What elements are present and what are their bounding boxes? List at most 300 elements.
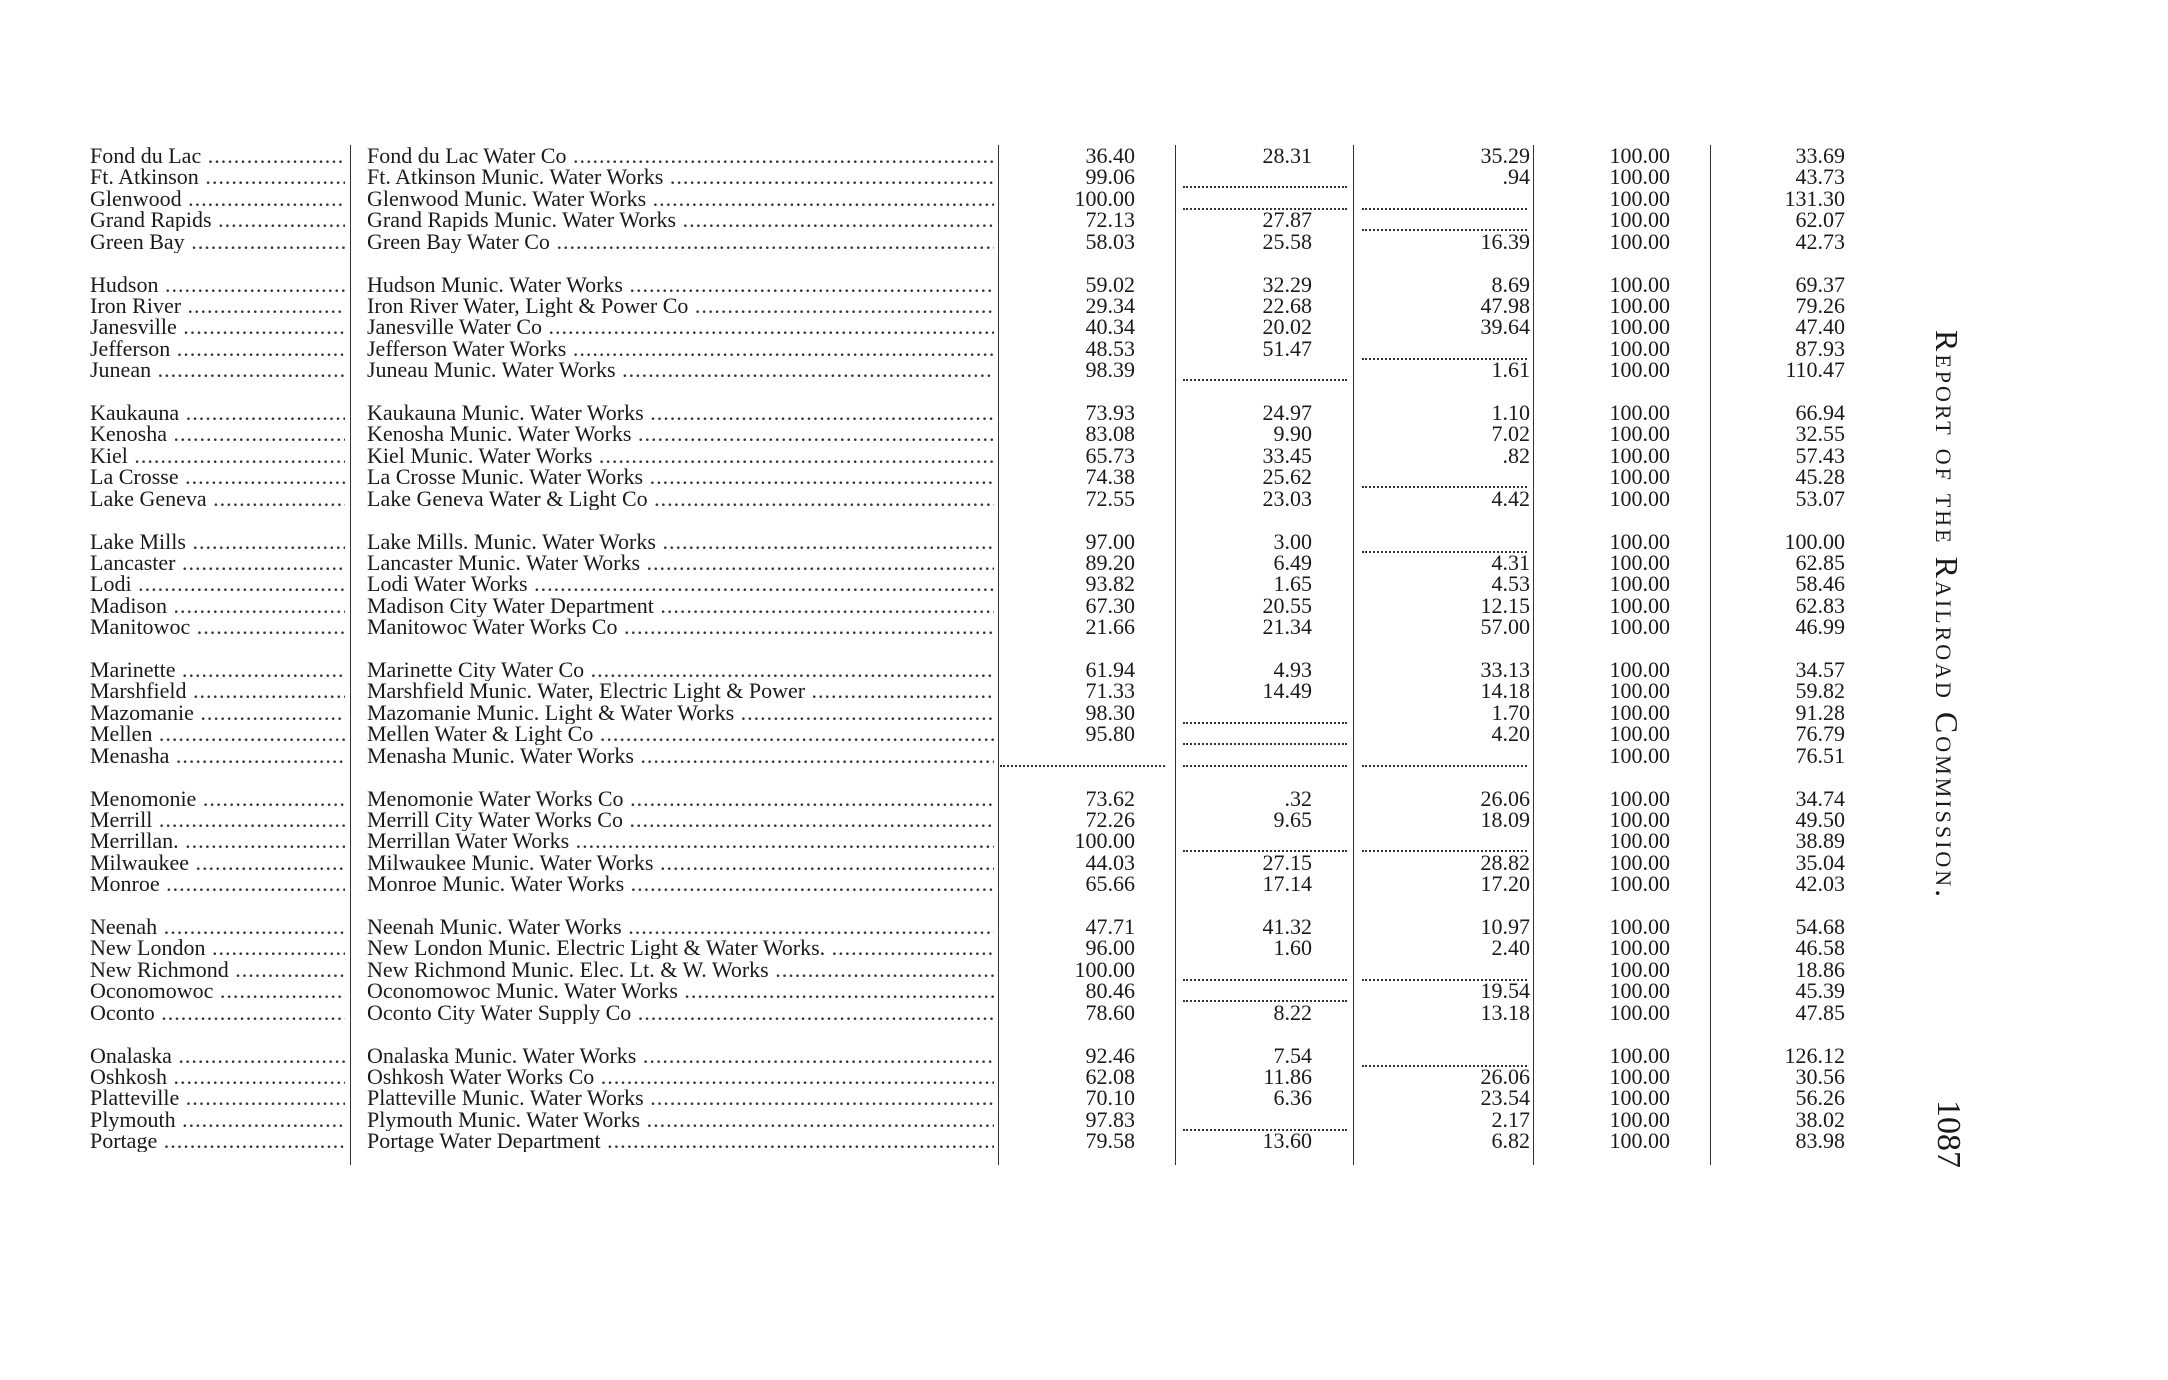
city-cell: Lancaster .....: [90, 552, 345, 574]
table-row: [0, 423, 2168, 445]
city-cell: Onalaska .....: [90, 1045, 345, 1067]
value-cell-5: 33.69: [1795, 145, 1845, 167]
value-cell-5: 62.07: [1795, 209, 1845, 232]
table-row: [0, 274, 2168, 296]
city-cell: Portage .....: [90, 1130, 345, 1152]
table-row: [0, 531, 2168, 553]
utility-cell: Oshkosh Water Works Co .....: [367, 1066, 994, 1088]
value-cell-3: 1.61: [1491, 359, 1530, 382]
value-cell-5: 38.89: [1795, 830, 1845, 853]
value-cell-2: 27.15: [1262, 851, 1312, 874]
value-cell-2: 25.58: [1262, 230, 1312, 253]
value-cell-3: 18.09: [1480, 808, 1530, 831]
value-cell-1: 61.94: [1085, 659, 1135, 681]
value-cell-4: 100.00: [1609, 530, 1670, 553]
utility-cell: Juneau Munic. Water Works .....: [367, 359, 994, 381]
value-cell-1: 47.71: [1085, 916, 1135, 938]
table-row: [0, 552, 2168, 574]
empty-value-leader: [1183, 706, 1347, 724]
value-cell-4: 100.00: [1609, 166, 1670, 189]
value-cell-2: 6.49: [1273, 551, 1312, 574]
city-cell: Oconto .....: [90, 1002, 345, 1024]
city-cell: Monroe .....: [90, 873, 345, 895]
city-cell: Glenwood .....: [90, 188, 345, 210]
city-cell: Menomonie .....: [90, 788, 345, 810]
value-cell-4: 100.00: [1609, 873, 1670, 896]
value-cell-1: 93.82: [1085, 573, 1135, 596]
value-cell-5: 30.56: [1795, 1065, 1845, 1088]
value-cell-1: 36.40: [1085, 145, 1135, 167]
value-cell-3: 6.82: [1491, 1130, 1530, 1153]
utility-cell: Kaukauna Munic. Water Works .....: [367, 402, 994, 424]
value-cell-3: .94: [1502, 166, 1530, 189]
value-cell-3: 19.54: [1480, 980, 1530, 1003]
city-cell: Hudson .....: [90, 274, 345, 296]
value-cell-2: 22.68: [1262, 294, 1312, 317]
utility-cell: New Richmond Munic. Elec. Lt. & W. Works .....: [367, 959, 994, 981]
value-cell-3: 28.82: [1480, 851, 1530, 874]
value-cell-3: .82: [1502, 444, 1530, 467]
value-cell-5: 131.30: [1784, 187, 1845, 210]
value-cell-5: 79.26: [1795, 294, 1845, 317]
table-row: [0, 616, 2168, 638]
value-cell-4: 100.00: [1609, 616, 1670, 639]
city-cell: Mellen .....: [90, 723, 345, 745]
empty-value-leader: [1362, 535, 1527, 553]
utility-cell: Mellen Water & Light Co .....: [367, 723, 994, 745]
value-cell-1: 67.30: [1085, 594, 1135, 617]
city-cell: Oshkosh .....: [90, 1066, 345, 1088]
value-cell-5: 62.85: [1795, 551, 1845, 574]
value-cell-4: 100.00: [1609, 551, 1670, 574]
value-cell-5: 100.00: [1784, 530, 1845, 553]
value-cell-2: 20.55: [1262, 594, 1312, 617]
value-cell-5: 76.51: [1795, 744, 1845, 767]
value-cell-2: 1.60: [1273, 937, 1312, 960]
value-cell-4: 100.00: [1609, 230, 1670, 253]
empty-value-leader: [1362, 213, 1527, 231]
value-cell-1: 48.53: [1085, 337, 1135, 360]
table-row: [0, 188, 2168, 210]
value-cell-3: 12.15: [1480, 594, 1530, 617]
city-cell: Iron River .....: [90, 295, 345, 317]
value-cell-1: 97.00: [1085, 530, 1135, 553]
table-row: [0, 145, 2168, 167]
city-cell: Platteville .....: [90, 1087, 345, 1109]
city-cell: Janesville .....: [90, 316, 345, 338]
value-cell-2: 11.86: [1263, 1065, 1312, 1088]
value-cell-1: 21.66: [1085, 616, 1135, 639]
page-number: 1087: [1930, 1100, 1967, 1168]
utility-cell: Oconto City Water Supply Co .....: [367, 1002, 994, 1024]
city-cell: Jefferson .....: [90, 338, 345, 360]
table-row: [0, 1130, 2168, 1152]
value-cell-1: 65.66: [1085, 873, 1135, 896]
table-row: [0, 338, 2168, 360]
table-row: [0, 1045, 2168, 1067]
empty-value-leader: [1362, 749, 1527, 767]
utility-cell: Neenah Munic. Water Works .....: [367, 916, 994, 938]
table-row: [0, 359, 2168, 381]
city-cell: Plymouth .....: [90, 1109, 345, 1131]
table-row: [0, 466, 2168, 488]
value-cell-5: 126.12: [1784, 1044, 1845, 1067]
table-row: [0, 1066, 2168, 1088]
value-cell-5: 91.28: [1795, 701, 1845, 724]
city-cell: La Crosse .....: [90, 466, 345, 488]
empty-value-leader: [1183, 984, 1347, 1002]
value-cell-5: 110.47: [1785, 359, 1845, 382]
value-cell-1: 29.34: [1085, 294, 1135, 317]
city-cell: Madison .....: [90, 595, 345, 617]
value-cell-5: 66.94: [1795, 402, 1845, 424]
table-row: [0, 445, 2168, 467]
value-cell-5: 49.50: [1795, 808, 1845, 831]
value-cell-1: 79.58: [1085, 1130, 1135, 1153]
table-row: [0, 209, 2168, 231]
city-cell: Junean .....: [90, 359, 345, 381]
value-cell-5: 35.04: [1795, 851, 1845, 874]
empty-value-leader: [1183, 834, 1347, 852]
value-cell-5: 69.37: [1795, 273, 1845, 296]
value-cell-1: 62.08: [1085, 1065, 1135, 1088]
value-cell-5: 38.02: [1795, 1108, 1845, 1131]
table-row: [0, 659, 2168, 681]
utility-cell: New London Munic. Electric Light & Water Works. .....: [367, 937, 994, 959]
utility-cell: Glenwood Munic. Water Works .....: [367, 188, 994, 210]
value-cell-1: 98.39: [1085, 359, 1135, 382]
value-cell-1: 100.00: [1074, 958, 1135, 981]
table-row: [0, 873, 2168, 895]
value-cell-4: 100.00: [1609, 337, 1670, 360]
value-cell-4: 100.00: [1609, 444, 1670, 467]
city-cell: Manitowoc .....: [90, 616, 345, 638]
value-cell-1: 72.55: [1085, 487, 1135, 510]
empty-value-leader: [1183, 363, 1347, 381]
value-cell-5: 42.03: [1795, 873, 1845, 896]
table-row: [0, 852, 2168, 874]
value-cell-1: 72.26: [1085, 808, 1135, 831]
value-cell-1: 96.00: [1085, 937, 1135, 960]
city-cell: Oconomowoc .....: [90, 980, 345, 1002]
utility-cell: Hudson Munic. Water Works .....: [367, 274, 994, 296]
utility-cell: Merrillan Water Works .....: [367, 830, 994, 852]
utility-cell: Milwaukee Munic. Water Works .....: [367, 852, 994, 874]
value-cell-4: 100.00: [1609, 1108, 1670, 1131]
value-cell-3: 57.00: [1480, 616, 1530, 639]
empty-value-leader: [1362, 342, 1527, 360]
table-row: [0, 166, 2168, 188]
city-cell: New London .....: [90, 937, 345, 959]
table-row: [0, 830, 2168, 852]
value-cell-2: 13.60: [1262, 1130, 1312, 1153]
value-cell-2: 23.03: [1262, 487, 1312, 510]
value-cell-4: 100.00: [1609, 466, 1670, 489]
city-cell: Kenosha .....: [90, 423, 345, 445]
value-cell-1: 95.80: [1085, 723, 1135, 746]
value-cell-4: 100.00: [1609, 1065, 1670, 1088]
value-cell-3: 33.13: [1480, 659, 1530, 681]
table-row: [0, 1109, 2168, 1131]
value-cell-4: 100.00: [1609, 680, 1670, 703]
value-cell-1: 73.62: [1085, 787, 1135, 810]
value-cell-3: 2.17: [1491, 1108, 1530, 1131]
value-cell-5: 53.07: [1795, 487, 1845, 510]
value-cell-4: 100.00: [1609, 916, 1670, 938]
utility-cell: Ft. Atkinson Munic. Water Works .....: [367, 166, 994, 188]
city-cell: Lodi .....: [90, 573, 345, 595]
city-cell: Kiel .....: [90, 445, 345, 467]
value-cell-4: 100.00: [1609, 1130, 1670, 1153]
value-cell-3: 47.98: [1480, 294, 1530, 317]
city-cell: Kaukauna .....: [90, 402, 345, 424]
table-row: [0, 980, 2168, 1002]
value-cell-3: 13.18: [1480, 1001, 1530, 1024]
utility-cell: Marshfield Munic. Water, Electric Light & Power .....: [367, 680, 994, 702]
value-cell-2: 6.36: [1273, 1087, 1312, 1110]
value-cell-3: 16.39: [1480, 230, 1530, 253]
value-cell-1: 100.00: [1074, 187, 1135, 210]
city-cell: Lake Mills .....: [90, 531, 345, 553]
empty-value-leader: [1362, 963, 1527, 981]
value-cell-4: 100.00: [1609, 487, 1670, 510]
utility-cell: Platteville Munic. Water Works .....: [367, 1087, 994, 1109]
value-cell-1: 74.38: [1085, 466, 1135, 489]
value-cell-5: 46.58: [1795, 937, 1845, 960]
city-cell: Neenah .....: [90, 916, 345, 938]
city-cell: Merrill .....: [90, 809, 345, 831]
value-cell-5: 57.43: [1795, 444, 1845, 467]
utility-cell: Iron River Water, Light & Power Co .....: [367, 295, 994, 317]
value-cell-5: 34.74: [1795, 787, 1845, 810]
city-cell: Marinette .....: [90, 659, 345, 681]
city-cell: Milwaukee .....: [90, 852, 345, 874]
value-cell-5: 45.28: [1795, 466, 1845, 489]
value-cell-4: 100.00: [1609, 423, 1670, 446]
value-cell-5: 32.55: [1795, 423, 1845, 446]
value-cell-2: 3.00: [1273, 530, 1312, 553]
value-cell-1: 92.46: [1085, 1044, 1135, 1067]
table-row: [0, 595, 2168, 617]
utility-cell: Grand Rapids Munic. Water Works .....: [367, 209, 994, 231]
value-cell-2: 4.93: [1273, 659, 1312, 681]
utility-cell: Portage Water Department .....: [367, 1130, 994, 1152]
city-cell: Lake Geneva .....: [90, 488, 345, 510]
utility-cell: Menomonie Water Works Co .....: [367, 788, 994, 810]
value-cell-4: 100.00: [1609, 1087, 1670, 1110]
value-cell-2: 9.65: [1273, 808, 1312, 831]
running-title: Report of the Railroad Commission.: [1929, 330, 1965, 901]
empty-value-leader: [1183, 749, 1347, 767]
value-cell-5: 87.93: [1795, 337, 1845, 360]
table-row: [0, 745, 2168, 767]
utility-cell: Onalaska Munic. Water Works .....: [367, 1045, 994, 1067]
value-cell-2: 8.22: [1273, 1001, 1312, 1024]
table-row: [0, 788, 2168, 810]
value-cell-5: 59.82: [1795, 680, 1845, 703]
value-cell-4: 100.00: [1609, 958, 1670, 981]
value-cell-5: 45.39: [1795, 980, 1845, 1003]
value-cell-4: 100.00: [1609, 209, 1670, 232]
value-cell-2: 33.45: [1262, 444, 1312, 467]
value-cell-2: 21.34: [1262, 616, 1312, 639]
table-row: [0, 1002, 2168, 1024]
value-cell-3: 1.70: [1491, 701, 1530, 724]
utility-cell: Mazomanie Munic. Light & Water Works .....: [367, 702, 994, 724]
empty-value-leader: [1362, 192, 1527, 210]
table-row: [0, 573, 2168, 595]
utility-cell: Lake Mills. Munic. Water Works .....: [367, 531, 994, 553]
value-cell-1: 73.93: [1085, 402, 1135, 424]
value-cell-4: 100.00: [1609, 294, 1670, 317]
utility-cell: Manitowoc Water Works Co .....: [367, 616, 994, 638]
value-cell-2: 17.14: [1262, 873, 1312, 896]
value-cell-2: 20.02: [1262, 316, 1312, 339]
value-cell-5: 18.86: [1795, 958, 1845, 981]
value-cell-4: 100.00: [1609, 145, 1670, 167]
value-cell-2: 1.65: [1273, 573, 1312, 596]
utility-cell: Kenosha Munic. Water Works .....: [367, 423, 994, 445]
value-cell-2: 41.32: [1262, 916, 1312, 938]
table-row: [0, 295, 2168, 317]
utility-cell: Oconomowoc Munic. Water Works .....: [367, 980, 994, 1002]
city-cell: Mazomanie .....: [90, 702, 345, 724]
value-cell-4: 100.00: [1609, 1044, 1670, 1067]
empty-value-leader: [1183, 963, 1347, 981]
value-cell-2: 14.49: [1262, 680, 1312, 703]
value-cell-2: 25.62: [1262, 466, 1312, 489]
value-cell-5: 62.83: [1795, 594, 1845, 617]
table-row: [0, 488, 2168, 510]
value-cell-1: 83.08: [1085, 423, 1135, 446]
value-cell-4: 100.00: [1609, 980, 1670, 1003]
value-cell-1: 99.06: [1085, 166, 1135, 189]
utility-cell: Lodi Water Works .....: [367, 573, 994, 595]
value-cell-2: .32: [1284, 787, 1312, 810]
empty-value-leader: [1362, 1049, 1527, 1067]
empty-value-leader: [1183, 1113, 1347, 1131]
value-cell-3: 4.53: [1491, 573, 1530, 596]
value-cell-4: 100.00: [1609, 402, 1670, 424]
value-cell-1: 80.46: [1085, 980, 1135, 1003]
value-cell-4: 100.00: [1609, 316, 1670, 339]
value-cell-5: 42.73: [1795, 230, 1845, 253]
table-row: [0, 723, 2168, 745]
value-cell-1: 70.10: [1085, 1087, 1135, 1110]
table-row: [0, 316, 2168, 338]
utility-cell: Plymouth Munic. Water Works .....: [367, 1109, 994, 1131]
value-cell-4: 100.00: [1609, 744, 1670, 767]
value-cell-4: 100.00: [1609, 273, 1670, 296]
city-cell: Grand Rapids .....: [90, 209, 345, 231]
city-cell: New Richmond .....: [90, 959, 345, 981]
table-row: [0, 702, 2168, 724]
value-cell-4: 100.00: [1609, 1001, 1670, 1024]
value-cell-5: 54.68: [1795, 916, 1845, 938]
value-cell-3: 8.69: [1491, 273, 1530, 296]
table-row: [0, 680, 2168, 702]
utility-cell: Lake Geneva Water & Light Co .....: [367, 488, 994, 510]
table-row: [0, 402, 2168, 424]
value-cell-2: 24.97: [1262, 402, 1312, 424]
city-cell: Green Bay .....: [90, 231, 345, 253]
value-cell-4: 100.00: [1609, 830, 1670, 853]
value-cell-2: 9.90: [1273, 423, 1312, 446]
value-cell-3: 10.97: [1480, 916, 1530, 938]
value-cell-4: 100.00: [1609, 359, 1670, 382]
value-cell-4: 100.00: [1609, 851, 1670, 874]
utility-cell: Madison City Water Department .....: [367, 595, 994, 617]
value-cell-5: 47.85: [1795, 1001, 1845, 1024]
utility-cell: Green Bay Water Co .....: [367, 231, 994, 253]
value-cell-3: 23.54: [1480, 1087, 1530, 1110]
value-cell-4: 100.00: [1609, 937, 1670, 960]
utility-cell: Lancaster Munic. Water Works .....: [367, 552, 994, 574]
value-cell-3: 14.18: [1480, 680, 1530, 703]
value-cell-4: 100.00: [1609, 594, 1670, 617]
running-head: [1929, 330, 1975, 1230]
value-cell-1: 65.73: [1085, 444, 1135, 467]
value-cell-1: 89.20: [1085, 551, 1135, 574]
empty-value-leader: [1183, 727, 1347, 745]
value-cell-3: 26.06: [1480, 787, 1530, 810]
utility-cell: Marinette City Water Co .....: [367, 659, 994, 681]
value-cell-5: 58.46: [1795, 573, 1845, 596]
table-row: [0, 1087, 2168, 1109]
value-cell-5: 76.79: [1795, 723, 1845, 746]
value-cell-5: 43.73: [1795, 166, 1845, 189]
value-cell-3: 4.20: [1491, 723, 1530, 746]
value-cell-1: 97.83: [1085, 1108, 1135, 1131]
city-cell: Menasha .....: [90, 745, 345, 767]
value-cell-5: 83.98: [1795, 1130, 1845, 1153]
value-cell-4: 100.00: [1609, 187, 1670, 210]
value-cell-1: 40.34: [1085, 316, 1135, 339]
value-cell-2: 28.31: [1262, 145, 1312, 167]
value-cell-1: 59.02: [1085, 273, 1135, 296]
utility-cell: Monroe Munic. Water Works .....: [367, 873, 994, 895]
value-cell-3: 26.06: [1480, 1065, 1530, 1088]
utility-cell: La Crosse Munic. Water Works .....: [367, 466, 994, 488]
value-cell-3: 4.31: [1491, 551, 1530, 574]
value-cell-2: 51.47: [1262, 337, 1312, 360]
table-row: [0, 937, 2168, 959]
table-row: [0, 231, 2168, 253]
city-cell: Merrillan. .....: [90, 830, 345, 852]
value-cell-2: 27.87: [1262, 209, 1312, 232]
value-cell-3: 1.10: [1491, 402, 1530, 424]
value-cell-3: 17.20: [1480, 873, 1530, 896]
city-cell: Marshfield .....: [90, 680, 345, 702]
value-cell-3: 7.02: [1491, 423, 1530, 446]
empty-value-leader: [1000, 749, 1165, 767]
value-cell-4: 100.00: [1609, 808, 1670, 831]
value-cell-1: 44.03: [1085, 851, 1135, 874]
value-cell-3: 4.42: [1491, 487, 1530, 510]
utility-cell: Fond du Lac Water Co .....: [367, 145, 994, 167]
value-cell-5: 47.40: [1795, 316, 1845, 339]
empty-value-leader: [1183, 170, 1347, 188]
city-cell: Fond du Lac .....: [90, 145, 345, 167]
value-cell-4: 100.00: [1609, 723, 1670, 746]
table-row: [0, 959, 2168, 981]
value-cell-1: 58.03: [1085, 230, 1135, 253]
value-cell-4: 100.00: [1609, 787, 1670, 810]
value-cell-1: 72.13: [1085, 209, 1135, 232]
empty-value-leader: [1362, 470, 1527, 488]
value-cell-1: 98.30: [1085, 701, 1135, 724]
value-cell-3: 35.29: [1480, 145, 1530, 167]
